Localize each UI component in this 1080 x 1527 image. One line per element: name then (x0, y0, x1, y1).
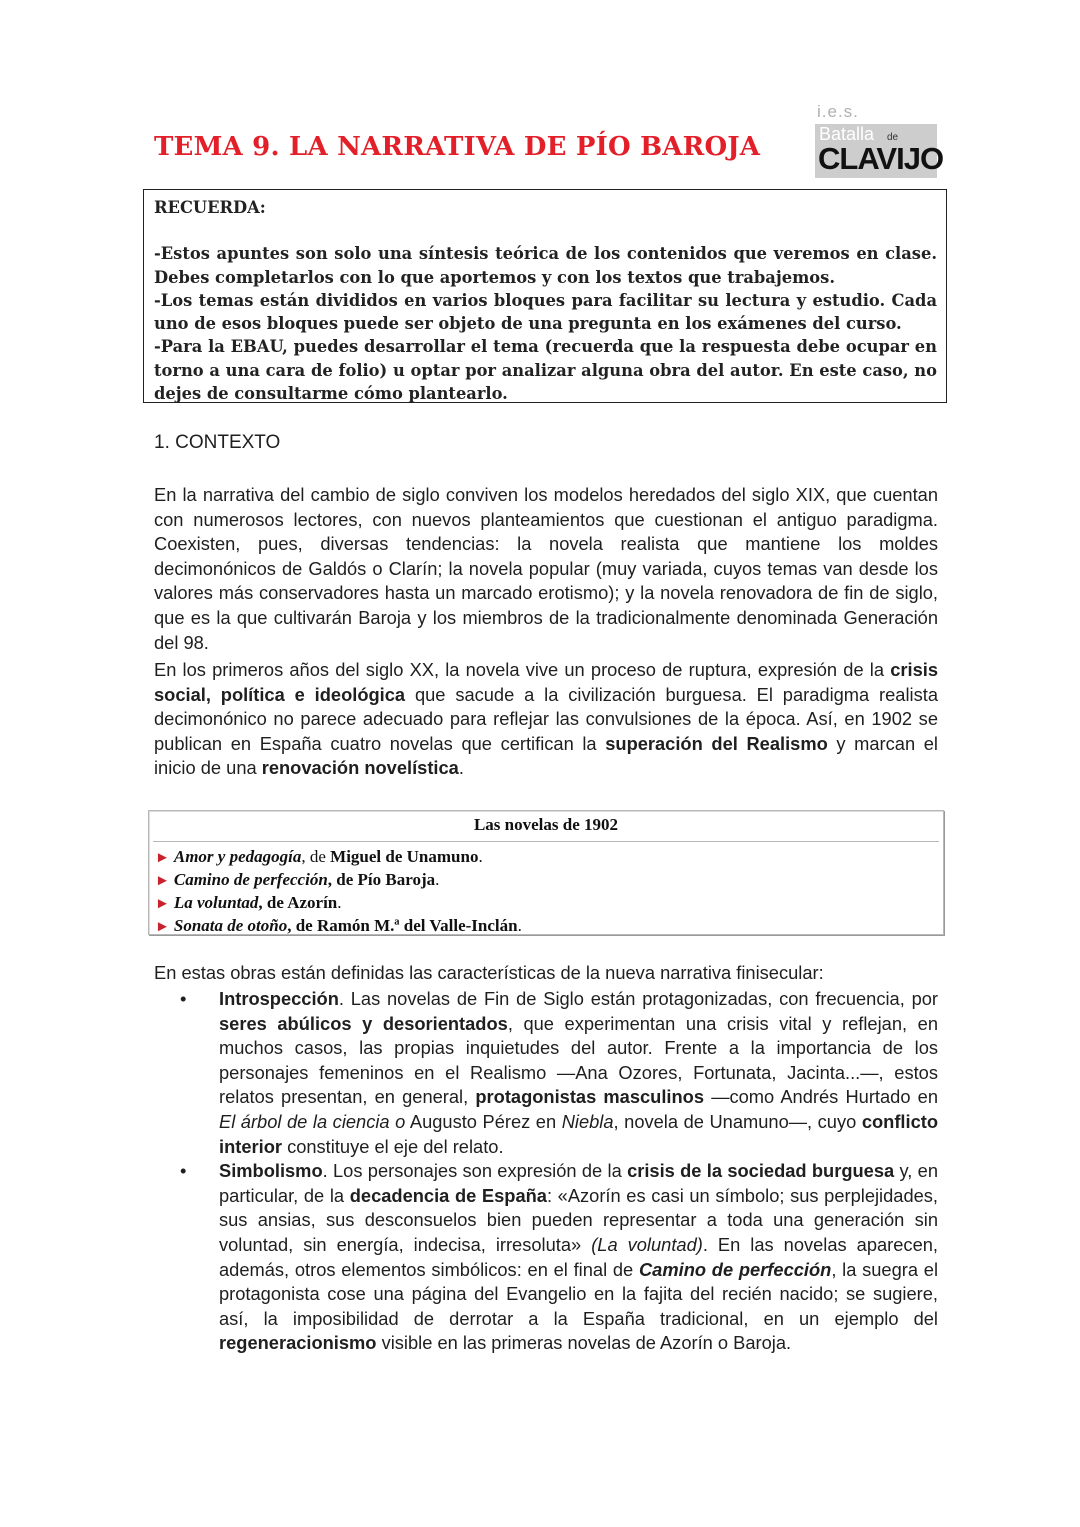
school-logo (815, 100, 944, 180)
reminder-box (143, 189, 947, 403)
logo-de: de (887, 132, 899, 143)
list-item: ► Sonata de otoño, de Ramón M.ª del Valle-Inclán. (155, 916, 522, 935)
context-paragraph-2: En los primeros años del siglo XX, la novela vive un proceso de ruptura, expresión de la crisis social, política e ideológica que sacude a la civilización burguesa. El paradigma realista decimonónico no parece adecuado para reflejar las convulsiones de la época. Así, en 1902 se publican en España cuatro novelas que certifican la superación del Realismo y marcan el inicio de una renovación novelística. (154, 659, 938, 779)
reminder-item: -Estos apuntes son solo una síntesis teórica de los contenidos que veremos en clase. Debes completarlos con lo que aportemos y con los textos que trabajemos. (154, 244, 937, 287)
novels-box-heading: Las novelas de 1902 (153, 811, 939, 842)
context-paragraph-1: En la narrativa del cambio de siglo conviven los modelos heredados del siglo XIX, que cuentan con numerosos lectores, con nuevos planteamientos que cuestionan el antiguo paradigma. Coexisten, pues, diversas tendencias: la novela realista que mantiene los moldes decimonónicos de Galdós o Clarín; la novela popular (muy variada, cuyos temas van desde los valores más conservadores hasta un marcado erotismo); y la novela renovadora de fin de siglo, que es la que cultivarán Baroja y los miembros de la tradicionalmente denominada Generación del 98. (154, 484, 938, 653)
reminder-item: -Para la EBAU, puedes desarrollar el tema (recuerda que la respuesta debe ocupar en torno a una cara de folio) u optar por analizar alguna obra del autor. En este caso, no dejes de consultarme cómo plantearlo. (154, 337, 937, 404)
logo-ies: i.e.s. (817, 102, 859, 121)
bullet-dot-icon: • (180, 988, 187, 1009)
reminder-heading: RECUERDA: (154, 198, 266, 217)
list-item: ► Amor y pedagogía, de Miguel de Unamuno. (155, 847, 483, 866)
bullet-dot-icon: • (180, 1160, 187, 1182)
section-heading: 1. CONTEXTO (154, 432, 281, 453)
logo-clavijo: CLAVIJO (818, 141, 944, 176)
triangle-bullet-icon: ► (155, 919, 170, 935)
features-intro: En estas obras están definidas las características de la nueva narrativa finisecular: (154, 962, 824, 983)
triangle-bullet-icon: ► (155, 873, 170, 889)
features-list (154, 987, 938, 1356)
triangle-bullet-icon: ► (155, 896, 170, 912)
page-title: TEMA 9. LA NARRATIVA DE PÍO BAROJA (154, 132, 761, 162)
list-item: • Introspección. Las novelas de Fin de Siglo están protagonizadas, con frecuencia, por seres abúlicos y desorientados, que experimentan una crisis vital y reflejan, en muchos casos, las propias inquietudes del autor. Frente a la importancia de los personajes femeninos en el Realismo —Ana Ozores, Fortunata, Jacinta...—, estos relatos presentan, en general, protagonistas masculinos —como Andrés Hurtado en El árbol de la ciencia o Augusto Pérez en Niebla, novela de Unamuno—, cuyo conflicto interior constituye el eje del relato. (180, 988, 938, 1157)
list-item: ► Camino de perfección, de Pío Baroja. (155, 870, 440, 889)
novels-list (149, 846, 943, 938)
list-item: ► La voluntad, de Azorín. (155, 893, 342, 912)
logo-batalla: Batalla (819, 124, 875, 144)
novels-1902-box (148, 810, 944, 935)
triangle-bullet-icon: ► (155, 850, 170, 866)
logo-box (815, 124, 944, 178)
list-item: • Simbolismo. Los personajes son expresión de la crisis de la sociedad burguesa y, en particular, de la decadencia de España: «Azorín es casi un símbolo; sus perplejidades, sus ansias, sus desconsuelos bien pueden representar a toda una generación sin voluntad, sin energía, indecisa, irresoluta» (La voluntad). En las novelas aparecen, además, otros elementos simbólicos: en el final de Camino de perfección, la suegra el protagonista cose una página del Evangelio en la fajita del recién nacido; se sugiere, así, la imposibilidad de derrotar a la España tradicional, en un ejemplo del regeneracionismo visible en las primeras novelas de Azorín o Baroja. (180, 1160, 939, 1354)
reminder-item: -Los temas están divididos en varios bloques para facilitar su lectura y estudio. Cada uno de esos bloques puede ser objeto de una pregunta en los exámenes del curso. (154, 290, 937, 334)
